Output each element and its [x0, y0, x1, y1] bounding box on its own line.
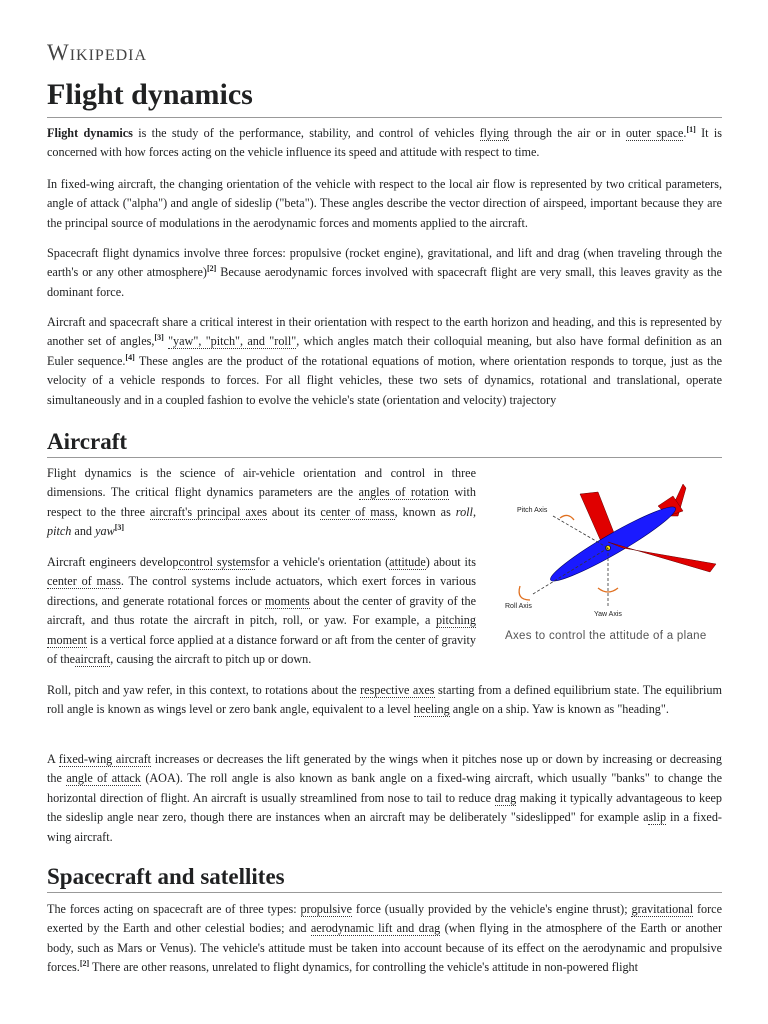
aircraft-paragraph-4: [47, 750, 722, 847]
text: about its: [266, 504, 321, 519]
text: These angles are the product of the rotational equations of motion, where orientation responds to torque, just as the velocity of a vehicle responds to forces. For all flight vehicles, these two sets of dynamics, rotational and translational, operate simultaneously and in a coupled fashion to evolve the vehicle's state (orientation and velocity) trajectory: [47, 353, 723, 407]
link-control-systems[interactable]: control systems: [178, 555, 256, 569]
link-outer-space[interactable]: outer space: [625, 126, 684, 140]
section-divider: [47, 457, 722, 458]
link-angle-of-attack[interactable]: angle of attack: [66, 771, 141, 786]
aircraft-paragraph-2: [47, 553, 476, 669]
text: ) about its: [425, 555, 476, 569]
link-aerodynamic-lift-and-drag[interactable]: aerodynamic lift and drag: [310, 921, 441, 936]
text: increases or decreases the lift generated by the wings when it pitches nose up or down by increasing or decreasing the: [47, 752, 722, 786]
aircraft-paragraph-3: [47, 681, 722, 720]
text: in a fixed-wing aircraft.: [47, 810, 722, 844]
text: Roll, pitch and yaw refer, in this context, to rotations about the: [47, 683, 361, 697]
text: with respect to the three: [47, 485, 476, 519]
link-fixed-wing-aircraft[interactable]: fixed-wing aircraft: [58, 752, 152, 766]
text: (AOA). The roll angle is also known as bank angle on a fixed-wing aircraft, which usually "banks" to change the horizontal direction of flight. An aircraft is usually streamlined from nose to tail to reduce: [47, 771, 723, 805]
text: .: [683, 126, 687, 140]
reference-1[interactable]: [1]: [686, 124, 696, 134]
link-flying[interactable]: flying: [479, 126, 509, 140]
link-yaw-pitch-roll[interactable]: "yaw", "pitch", and "roll": [168, 334, 297, 349]
link-attitude[interactable]: attitude: [389, 555, 426, 569]
text: The forces acting on spacecraft are of three types:: [47, 902, 301, 916]
link-aircraft[interactable]: aircraft: [75, 652, 111, 667]
link-drag[interactable]: drag: [494, 790, 517, 805]
pitch-axis-label: Pitch Axis: [517, 507, 548, 514]
link-heeling[interactable]: heeling: [413, 702, 450, 717]
section-divider-2: [47, 892, 722, 893]
link-moments[interactable]: moments: [264, 593, 310, 608]
text: (when flying in the atmosphere of the Earth or another body, such as Mars or Venus). The vehicle's attitude must be taken into account because of its effect on the aerodynamic and propulsive forces.: [47, 921, 722, 975]
roll-axis-label: Roll Axis: [505, 603, 532, 610]
reference-2[interactable]: [2]: [206, 264, 217, 274]
italic-pitch: pitch: [47, 524, 72, 539]
link-respective-axes[interactable]: respective axes: [360, 683, 435, 697]
section-heading-aircraft: Aircraft: [47, 429, 128, 454]
text: Aircraft and spacecraft share a critical interest in their orientation with respect to the earth horizon and heading, and this is represented by another set of angles,: [47, 315, 722, 349]
link-propulsive[interactable]: propulsive: [300, 902, 352, 916]
reference-3[interactable]: [3]: [154, 333, 164, 343]
title-divider: [47, 117, 722, 118]
reference-4[interactable]: [4]: [125, 352, 135, 362]
intro-paragraph-3: [47, 244, 722, 302]
text: ,: [472, 504, 476, 519]
reference-2b[interactable]: [2]: [79, 959, 90, 969]
text: . The control systems include actuators, which exert forces in various directions, and generate rotational forces or: [47, 574, 477, 608]
pitch-rotation-arrow: [560, 515, 574, 520]
reference-3b[interactable]: [3]: [114, 523, 125, 533]
intro-paragraph-4: [47, 313, 722, 410]
link-principal-axes[interactable]: aircraft's principal axes: [150, 504, 267, 519]
text: about the center of gravity of the aircraft, and thus rotate the aircraft in pitch, roll, or yaw. For example, a: [47, 593, 476, 628]
text: for a vehicle's orientation (: [255, 555, 390, 569]
plane-axes-figure: [498, 476, 728, 626]
article-title: Flight dynamics: [47, 78, 253, 111]
text: starting from a defined equilibrium state. The equilibrium roll angle is known as wings level or zero bank angle, equivalent to a level: [47, 683, 722, 717]
link-angles-of-rotation[interactable]: angles of rotation: [358, 485, 449, 500]
section-heading-spacecraft: Spacecraft and satellites: [47, 864, 285, 889]
link-gravitational[interactable]: gravitational: [631, 902, 694, 916]
bold-term: Flight dynamics: [47, 126, 133, 140]
text: There are other reasons, unrelated to flight dynamics, for controlling the vehicle's attitude in non-powered flight: [89, 960, 639, 975]
italic-yaw: yaw: [95, 524, 115, 539]
text: Aircraft engineers develop: [47, 555, 179, 569]
intro-paragraph-1: [47, 124, 722, 163]
text: Because aerodynamic forces involved with spacecraft flight are very small, this leaves gravity as the dominant force.: [47, 265, 722, 299]
text: A: [47, 752, 59, 766]
link-pitching-moment[interactable]: pitching moment: [47, 613, 476, 647]
text: Spacecraft flight dynamics involve three forces: propulsive (rocket engine), gravitational, and lift and drag (when traveling through the earth's or any other atmosphere): [47, 246, 722, 280]
text: and: [71, 524, 96, 539]
text: , which angles match their colloquial meaning, but also have formal definition as an Euler sequence.: [47, 334, 723, 368]
figure-caption: Axes to control the attitude of a plane: [505, 630, 707, 642]
link-slip[interactable]: slip: [648, 810, 667, 825]
text: force (usually provided by the vehicle's engine thrust);: [352, 902, 632, 916]
text: through the air or in: [508, 126, 626, 140]
text: force exerted by the Earth and other celestial bodies; and: [47, 902, 722, 936]
roll-rotation-arrow: [519, 586, 530, 600]
text: Flight dynamics is the science of air-vehicle orientation and control in three dimensions. The critical flight dynamics parameters are the: [47, 466, 476, 500]
intro-paragraph-2: In fixed-wing aircraft, the changing orientation of the vehicle with respect to the local air flow is represented by two critical parameters, angle of attack ("alpha") and angle of sideslip ("beta"). These angles describe the vector direction of airspeed, important because they are the principal source of modulations in the aerodynamic forces and moments applied to the aircraft.: [47, 177, 722, 230]
spacecraft-paragraph-1: [47, 900, 722, 978]
text: , known as: [394, 504, 456, 519]
aircraft-paragraph-1: [47, 464, 476, 542]
text: is a vertical force applied at a distance forward or aft from the center of gravity of the: [47, 632, 476, 667]
text: is the study of the performance, stability, and control of vehicles: [132, 126, 480, 140]
italic-roll: roll: [455, 504, 473, 519]
yaw-axis-label: Yaw Axis: [594, 611, 622, 618]
text: angle on a ship. Yaw is known as "heading".: [449, 702, 669, 717]
link-center-of-mass-2[interactable]: center of mass: [47, 574, 121, 589]
text: It is concerned with how forces acting on the vehicle influence its speed and attitude with respect to time.: [47, 126, 722, 160]
wikipedia-logo[interactable]: Wikipedia: [47, 40, 148, 65]
link-center-of-mass[interactable]: center of mass: [320, 504, 395, 519]
text: making it typically advantageous to keep the sideslip angle near zero, though there are instances when an aircraft may be deliberately "sideslipped" for example a: [47, 790, 723, 825]
text: , causing the aircraft to pitch up or down.: [110, 652, 312, 667]
